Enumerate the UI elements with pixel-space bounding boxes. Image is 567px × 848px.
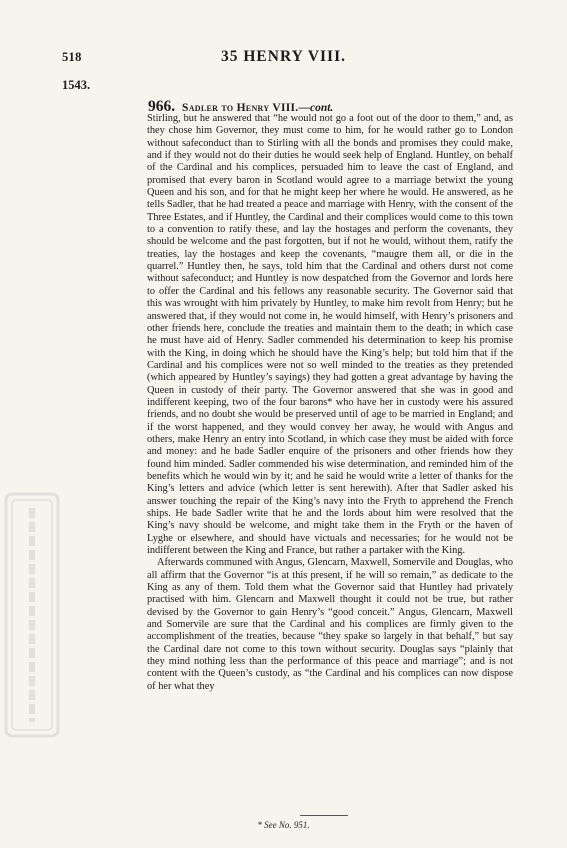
page-number: 518 (62, 50, 82, 64)
year-marginal: 1543. (62, 78, 91, 92)
body-text (147, 113, 513, 693)
footnote-rule (300, 815, 348, 816)
paragraph: Stirling, but he answered that “he would not go a foot out of the door to them,” and, as they chose him Governor, they must come to him, for he would rather go to London without safeconduct than to Stirling with all the bonds and promises they could make, and if they would not do their duties he would seek help of England. Huntley, on behalf of the Cardinal and his complices, persuaded him to leave the cast of England, and promised that every baron in Scotland would agree to a marriage betwixt the young Queen and his son, and for that he might keep her where he would. He answered, as he tells Sadler, that he had treated a peace and marriage with Henry, with the consent of the Three Estates, and if Huntley, the Cardinal and their complices would come to this town to a convention to ratify these, and lay the hostages and perform the covenants, they should be welcome and the past forgotten, but if not he would, without them, ratify the treaties, lay the hostages and keep the covenants, “maugre them all, or die in the quarrel.” Huntley then, he says, told him that the Cardinal and others durst not come without safeconduct; and Huntley is now despatched from the Governor and lords here to offer the Cardinal and his fellows any reasonable security. The Governor said that this was wrought with him privately by Huntley, to make him revolt from Henry; but he answered that, if they would not come in, he would himself, with Henry’s prisoners and other friends here, conclude the treaties and maintain them to the death; in which case he must have aid of Henry. Sadler commended his determination to keep his promise with the King, in doing which he should have the King’s help; but told him that if the Cardinal and his complices were not so well minded to the treaties as they pretended (which appeared by Huntley’s sayings) they had gotten a great advantage by having the Queen in custody of their party. The Governor answered that she was in good and indifferent keeping, two of the four barons* who have her in custody were his assured friends, and no doubt she would be preserved until of age to be married in England; and if the worst happened, and they would convey her away, he would with Angus and others, make Henry an entry into Scotland, in which case they must be aided with force and money: and he bade Sadler enquire of the prisoners and other friends how they found him minded. Sadler commended his wise determination, and reminded him of the benefits which he would win by it; and he said he would write a letter of thanks for the King’s letters and advice (which letter is sent herewith). After that Sadler asked his answer touching the repair of the King’s navy into the Fryth to apprehend the French ships. He bade Sadler write that he and the lords about him were resolved that the King’s navy should be welcome, and might take them in the Fryth or the haven of Lyghe or elsewhere, and should have victuals and necessaries; for he would not be indifferent between the King and France, but rather a partaker with the King. (147, 113, 513, 557)
paragraph: Afterwards communed with Angus, Glencarn, Maxwell, Somervile and Douglas, who all affirm that the Governor “is at this present, if he will so remain,” as dedicate to the King as any of them. Told them what the Governor said that Huntley had privately practised with him. Glencarn and Maxwell thought it could not be true, but rather devised by the Governor to gain Henry’s “good conceit.” Angus, Glencarn, Maxwell and Somervile are sure that the Cardinal and his complices are firmly given to the accomplishment of the treaties, because “they spake so largely in that behalf,” but say the Cardinal dare not come to this town without security. Douglas says “plainly that they mind nothing less than the performance of this peace and marriage”; and is not content with the Queen’s custody, as “the Cardinal and his complices can now dispose of her what they (147, 557, 513, 692)
entry-title: Sadler to Henry VIII. (182, 102, 299, 114)
footnote: * See No. 951. (257, 820, 310, 830)
entry-continuation: —cont. (298, 102, 334, 114)
entry-number: 966. (148, 98, 176, 115)
watermark-stamp (2, 490, 62, 740)
running-head: 35 HENRY VIII. (221, 48, 346, 65)
